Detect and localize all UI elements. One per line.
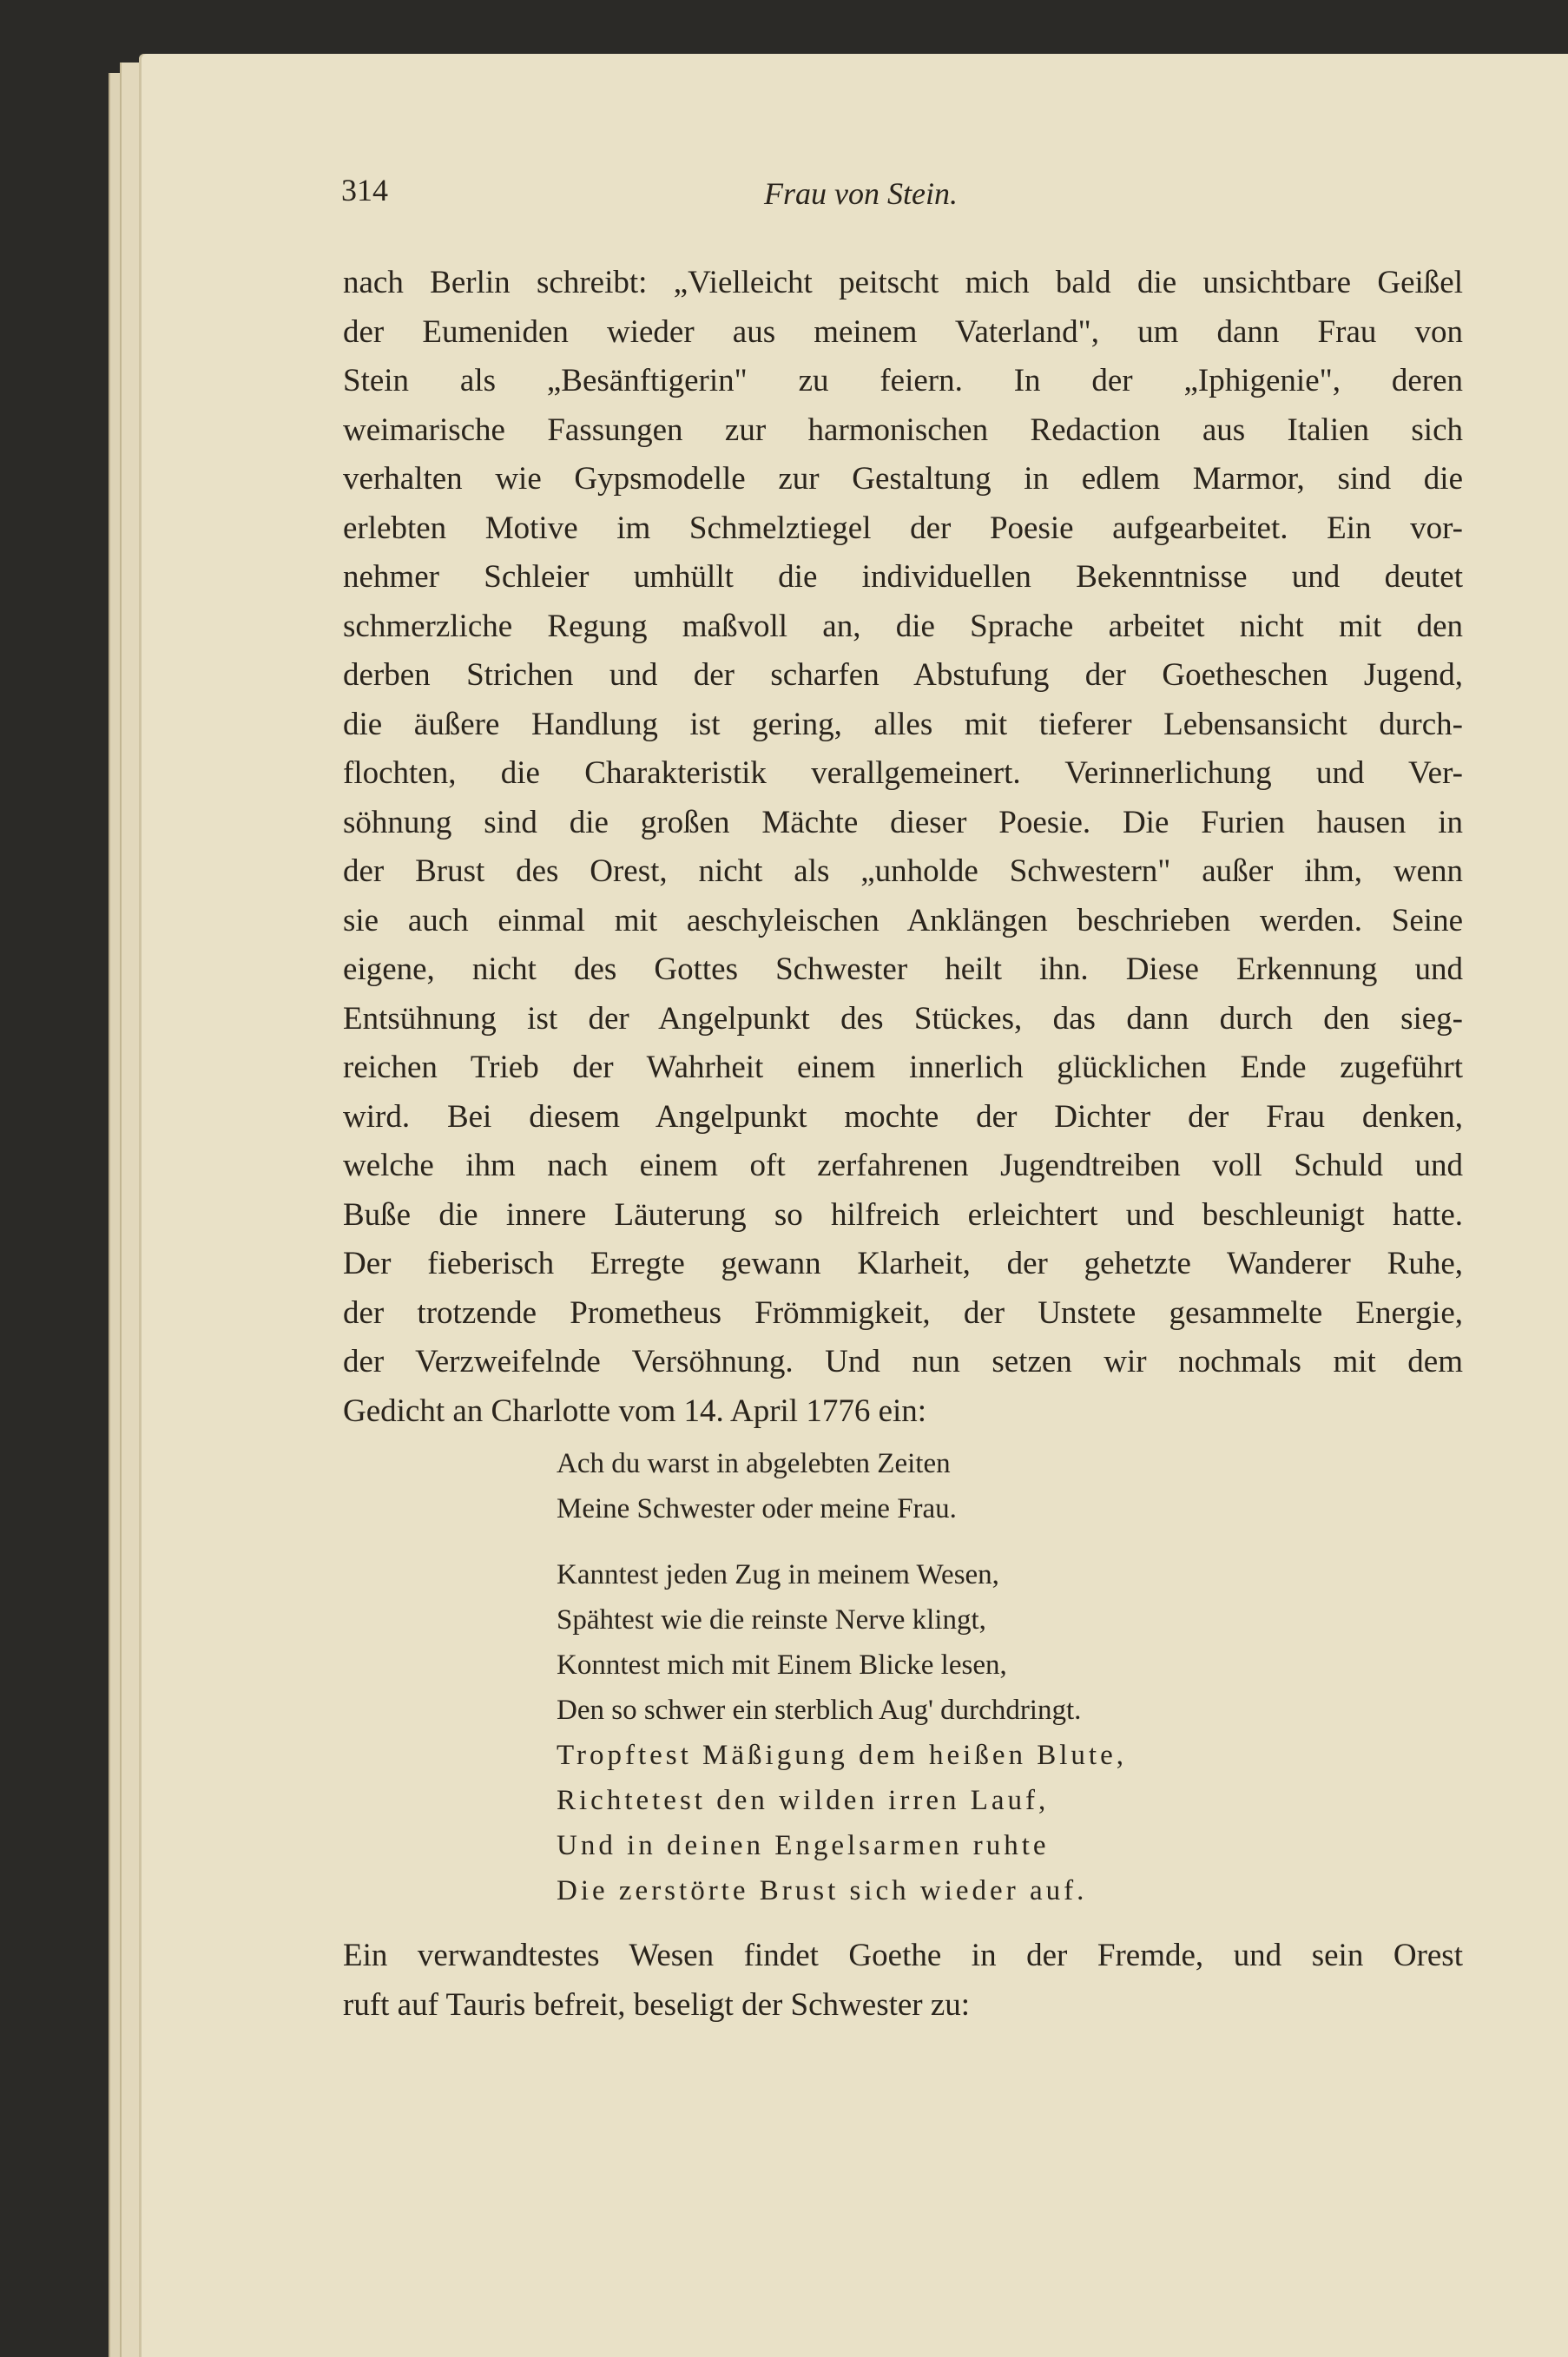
text-line: der Verzweifelnde Versöhnung. Und nun setzen wir nochmals mit dem	[343, 1344, 1463, 1379]
stanza-gap	[557, 1531, 1127, 1552]
text-line: schmerzliche Regung maßvoll an, die Sprache arbeitet nicht mit den	[343, 608, 1463, 644]
text-line: sie auch einmal mit aeschyleischen Anklängen beschrieben werden. Seine	[343, 902, 1463, 938]
text-line: derben Strichen und der scharfen Abstufung der Goetheschen Jugend,	[343, 657, 1463, 693]
text-line: nach Berlin schreibt: „Vielleicht peitscht mich bald die unsichtbare Geißel	[343, 265, 1463, 300]
text-line: Ein verwandtestes Wesen findet Goethe in der Fremde, und sein Orest	[343, 1938, 1463, 1973]
text-line: erlebten Motive im Schmelztiegel der Poesie aufgearbeitet. Ein vor-	[343, 510, 1463, 546]
text-line: der trotzende Prometheus Frömmigkeit, der Unstete gesammelte Energie,	[343, 1294, 1463, 1331]
text-line: Meine Schwester oder meine Frau.	[557, 1493, 957, 1524]
text-line: söhnung sind die großen Mächte dieser Poesie. Die Furien hausen in	[343, 804, 1463, 840]
text-line: die äußere Handlung ist gering, alles mit tieferer Lebensansicht durch-	[343, 706, 1463, 742]
page-number: 314	[341, 173, 388, 207]
text-line: Entsühnung ist der Angelpunkt des Stückes, das dann durch den sieg-	[343, 1000, 1463, 1037]
text-line: Der fieberisch Erregte gewann Klarheit, der gehetzte Wanderer Ruhe,	[343, 1246, 1463, 1281]
poem-line: Richtetest den wilden irren Lauf,	[557, 1785, 1050, 1816]
text-line: weimarische Fassungen zur harmonischen Redaction aus Italien sich	[343, 411, 1463, 448]
text-line: der Brust des Orest, nicht als „unholde Schwestern" außer ihm, wenn	[343, 853, 1463, 889]
paragraph-2	[343, 1932, 1463, 2030]
paragraph-1	[343, 259, 1463, 1436]
text-line: eigene, nicht des Gottes Schwester heilt ihn. Diese Erkennung und	[343, 951, 1463, 987]
text-line: nehmer Schleier umhüllt die individuellen Bekenntnisse und deutet	[343, 559, 1463, 595]
text-line: Buße die innere Läuterung so hilfreich erleichtert und beschleunigt hatte.	[343, 1196, 1463, 1233]
text-line: welche ihm nach einem oft zerfahrenen Jugendtreiben voll Schuld und	[343, 1148, 1463, 1183]
poem-line: Tropftest Mäßigung dem heißen Blute,	[557, 1740, 1127, 1771]
poem	[557, 1441, 1127, 1913]
text-line: reichen Trieb der Wahrheit einem innerlich glücklichen Ende zugeführt	[343, 1050, 1463, 1085]
poem-line: Spähtest wie die reinste Nerve klingt,	[557, 1604, 986, 1636]
poem-line: Und in deinen Engelsarmen ruhte	[557, 1830, 1050, 1861]
text-line: wird. Bei diesem Angelpunkt mochte der Dichter der Frau denken,	[343, 1098, 1463, 1135]
text-line: Stein als „Besänftigerin" zu feiern. In der „Iphigenie", deren	[343, 363, 1463, 398]
text-line: Gedicht an Charlotte vom 14. April 1776 ein:	[343, 1392, 927, 1429]
text-line: der Eumeniden wieder aus meinem Vaterland", um dann Frau von	[343, 313, 1463, 350]
text-line: verhalten wie Gypsmodelle zur Gestaltung in edlem Marmor, sind die	[343, 461, 1463, 497]
text-line: flochten, die Charakteristik verallgemeinert. Verinnerlichung und Ver-	[343, 755, 1463, 791]
poem-line: Die zerstörte Brust sich wieder auf.	[557, 1875, 1088, 1906]
text-line: ruft auf Tauris befreit, beseligt der Schwester zu:	[343, 1986, 971, 2023]
poem-line: Den so schwer ein sterblich Aug' durchdringt.	[557, 1695, 1082, 1726]
text-line: Ach du warst in abgelebten Zeiten	[557, 1448, 951, 1479]
poem-line: Konntest mich mit Einem Blicke lesen,	[557, 1649, 1007, 1681]
poem-line: Kanntest jeden Zug in meinem Wesen,	[557, 1559, 999, 1590]
running-title: Frau von Stein.	[764, 176, 958, 211]
